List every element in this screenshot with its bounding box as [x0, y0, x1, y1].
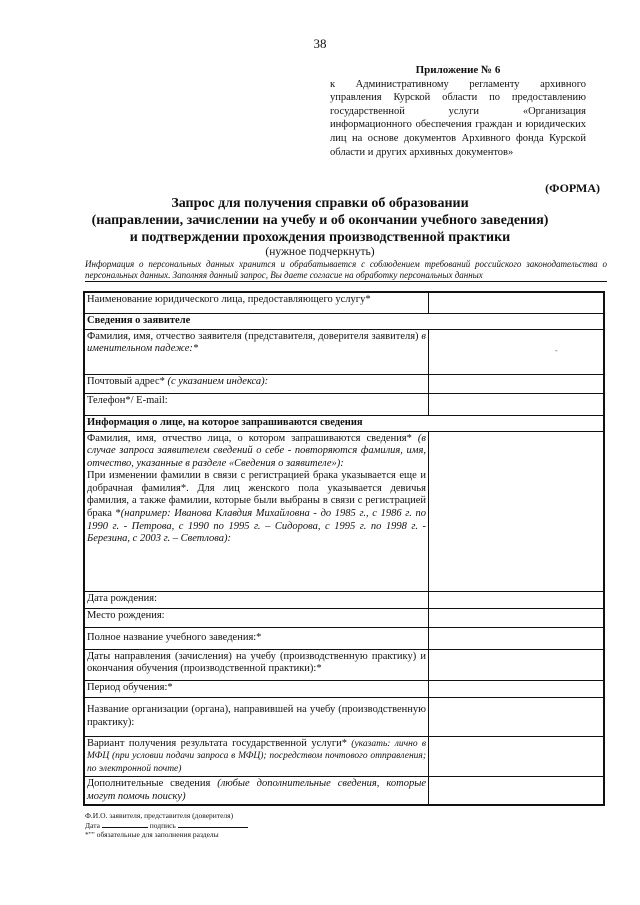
table-row	[84, 431, 604, 591]
variant-field[interactable]	[429, 736, 605, 777]
maiden-name-paragraph	[87, 470, 426, 546]
dates-label: Даты направления (зачисления) на учебу (производственную практику) и окончания обучения (производственной практики):*	[84, 649, 429, 680]
section-person: Информация о лице, на которое запрашиваются сведения	[84, 415, 604, 431]
page-number: 38	[313, 36, 327, 51]
maiden-name-example: (например: Иванова Клавдия Михайловна - до 1985 г., с 1986 г. по 1990 г. - Петрова, с 1990 по 1995 г. – Сидорова, с 1995 г. по 1998 г. - Березина, с 2003 г. – Светлова):	[87, 508, 426, 545]
phone-label: Телефон*/ E-mail:	[84, 393, 429, 415]
org-sent-label: Название организации (органа), направившей на учебу (производственную практику):	[84, 697, 429, 736]
postal-field[interactable]	[429, 374, 605, 393]
table-row	[84, 697, 604, 736]
footer-required-note: *"" обязательные для заполнения разделы	[85, 830, 219, 839]
section-applicant: Сведения о заявителе	[84, 313, 604, 329]
birth-date-label: Дата рождения:	[84, 591, 429, 608]
school-name-label: Полное название учебного заведения:*	[84, 627, 429, 649]
postal-text: Почтовый адрес*	[87, 375, 165, 387]
extra-text: Дополнительные сведения	[87, 778, 211, 790]
table-row	[84, 627, 604, 649]
title-line: (направлении, зачислении на учебу и об окончании учебного заведения)	[91, 213, 549, 228]
footer-date-sign	[85, 821, 248, 831]
dates-field[interactable]	[429, 649, 605, 680]
date-label: Дата	[85, 820, 100, 830]
school-name-field[interactable]	[429, 627, 605, 649]
table-row	[84, 329, 604, 374]
person-fio-text: Фамилия, имя, отчество лица, о котором запрашиваются сведения*	[87, 432, 412, 444]
org-name-label: Наименование юридического лица, предоставляющего услугу*	[84, 292, 429, 313]
birth-date-field[interactable]	[429, 591, 605, 608]
table-row	[84, 608, 604, 627]
table-row	[84, 292, 604, 313]
birth-place-field[interactable]	[429, 608, 605, 627]
person-fio-field[interactable]	[429, 431, 605, 591]
signature-footer	[85, 811, 248, 840]
variant-label	[84, 736, 429, 777]
form-label: (ФОРМА)	[545, 181, 600, 195]
extra-label	[84, 777, 429, 806]
signature-blank[interactable]	[178, 821, 248, 828]
section-header-row	[84, 313, 604, 329]
applicant-fio-label	[84, 329, 429, 374]
table-row	[84, 374, 604, 393]
table-row	[84, 591, 604, 608]
birth-place-label: Место рождения:	[84, 608, 429, 627]
person-fio-hint: (в случае запроса заявителем сведений о себе - повторяются фамилия, имя, отчество, указанные в разделе «Сведения о заявителе»):	[87, 432, 426, 469]
appendix-block	[330, 64, 586, 159]
variant-hint: (указать: лично в МФЦ (при условии подачи запроса в МФЦ); посредством почтового отправления; по электронной почте)	[87, 738, 426, 774]
footer-fio-line: Ф.И.О. заявителя, представителя (доверителя)	[85, 811, 234, 820]
postal-hint: (с указанием индекса):	[164, 375, 269, 387]
period-label: Период обучения:*	[84, 680, 429, 697]
title-line: Запрос для получения справки об образовании	[171, 196, 469, 211]
person-fio-paragraph	[87, 433, 426, 471]
table-row	[84, 777, 604, 806]
request-form-table	[83, 291, 605, 806]
section-header-row	[84, 415, 604, 431]
table-row	[84, 393, 604, 415]
org-name-field[interactable]	[429, 292, 605, 313]
signature-label: подпись	[149, 820, 176, 830]
stray-mark: -	[555, 346, 558, 355]
applicant-fio-hint: в именительном падеже:*	[87, 330, 426, 355]
org-sent-field[interactable]	[429, 697, 605, 736]
table-row	[84, 736, 604, 777]
extra-hint: (любые дополнительные сведения, которые могут помочь поиску)	[87, 778, 426, 802]
table-row	[84, 649, 604, 680]
extra-field[interactable]	[429, 777, 605, 806]
person-fio-label	[84, 431, 429, 591]
maiden-name-text: При изменении фамилии в связи с регистрацией брака указывается еще и добрачная фамилия*. Для лиц женского пола указывается девичья фамилия, а также фамилии, которые были выбраны в связи с регистрацией брака *	[87, 470, 426, 520]
table-row	[84, 680, 604, 697]
date-blank[interactable]	[102, 821, 148, 828]
applicant-fio-text: Фамилия, имя, отчество заявителя (представителя, доверителя заявителя)	[87, 330, 419, 342]
period-field[interactable]	[429, 680, 605, 697]
postal-label	[84, 374, 429, 393]
applicant-fio-field[interactable]	[429, 329, 605, 374]
appendix-title: Приложение № 6	[415, 64, 501, 76]
document-title	[60, 195, 580, 246]
appendix-text: к Административному регламенту архивного управления Курской области по предоставлению государственной услуги «Организация информационного обеспечения граждан и юридических лиц на основе документов Архивного фонда Курской области и других архивных документов»	[330, 78, 586, 158]
phone-field[interactable]	[429, 393, 605, 415]
variant-text: Вариант получения результата государственной услуги*	[87, 737, 348, 749]
title-line: и подтверждении прохождения производственной практики	[129, 230, 511, 245]
consent-note: Информация о персональных данных хранится и обрабатывается с соблюдением требований российского законодательства о персональных данных. Заполняя данный запрос, Вы даете согласие на обработку персональных данных	[85, 259, 607, 282]
underline-hint: (нужное подчеркнуть)	[265, 246, 375, 258]
